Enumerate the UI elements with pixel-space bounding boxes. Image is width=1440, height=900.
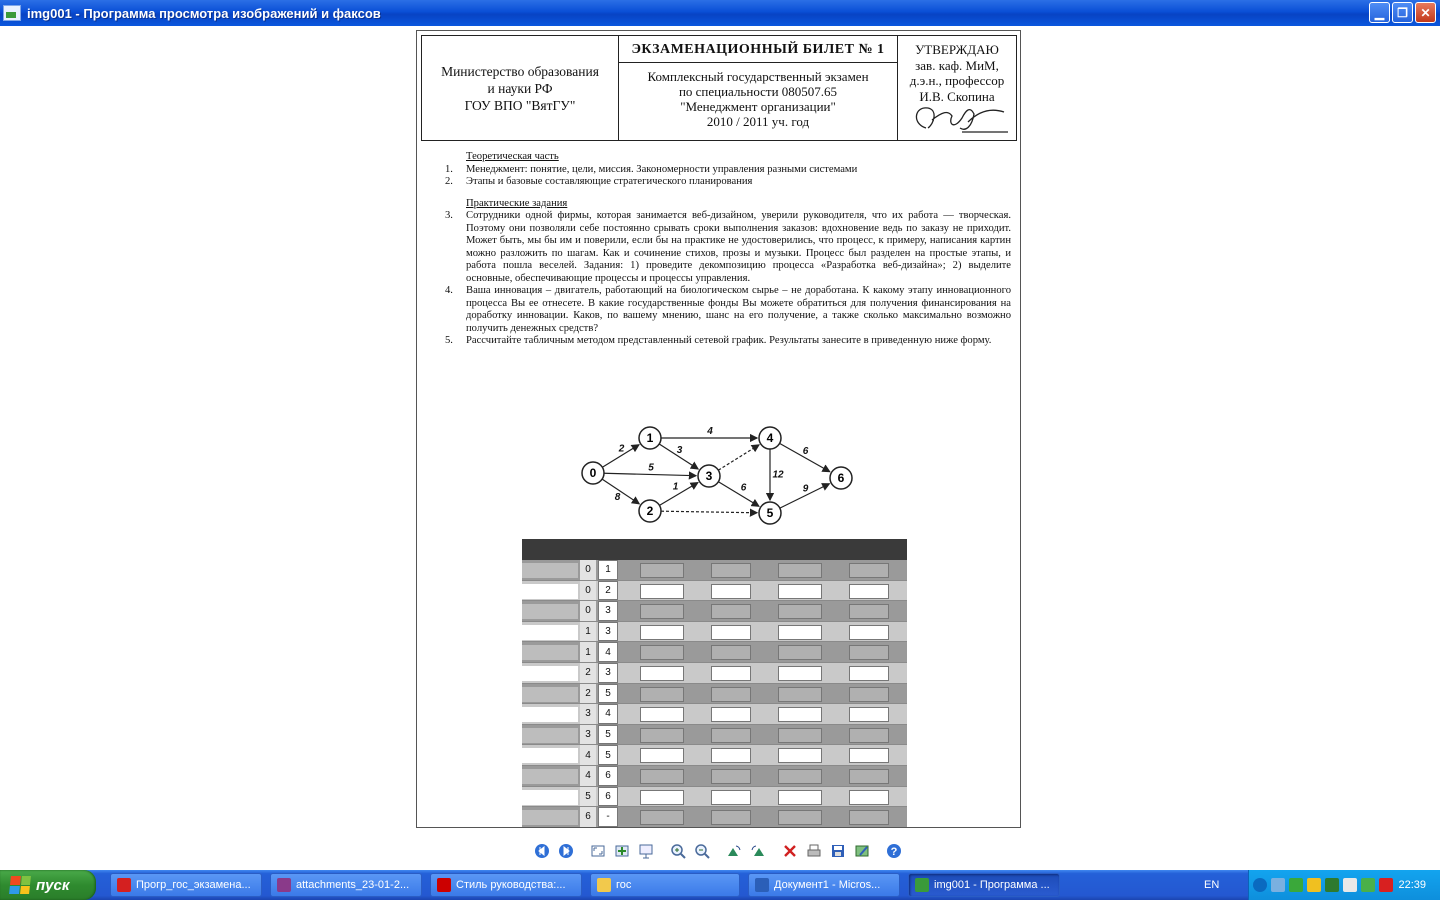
task-label: Документ1 - Micros... <box>774 879 881 891</box>
slideshow-button[interactable] <box>635 840 657 862</box>
task-label: Прогр_гос_экзамена... <box>136 879 251 891</box>
table-cell-empty <box>711 584 751 599</box>
table-row <box>522 663 907 684</box>
university-line: ГОУ ВПО "ВятГУ" <box>464 97 576 113</box>
ministry-line: Министерство образования <box>441 63 599 79</box>
cell-j: 1 <box>598 560 618 580</box>
network-icon[interactable] <box>1271 878 1285 892</box>
taskbar-task[interactable] <box>110 873 262 897</box>
ticket-body <box>445 151 1011 348</box>
table-row <box>522 807 907 828</box>
rotate-clockwise-icon <box>726 843 742 859</box>
table-cell-empty <box>849 584 889 599</box>
table-row <box>522 601 907 622</box>
save-icon <box>830 843 846 859</box>
table-cell-empty <box>849 563 889 578</box>
ministry-cell <box>422 36 619 140</box>
rotate-counterclockwise-icon <box>750 843 766 859</box>
item-number: 3. <box>445 210 453 221</box>
item-text: Менеджмент: понятие, цели, миссия. Закономерности управления разными системами <box>466 163 858 175</box>
table-cell-empty <box>711 687 751 702</box>
cell-j: 2 <box>598 581 618 601</box>
ministry-line: и науки РФ <box>487 80 553 96</box>
table-cell-empty <box>849 769 889 784</box>
exam-line: по специальности 080507.65 <box>678 84 838 99</box>
clock[interactable]: 22:39 <box>1398 879 1426 891</box>
table-cell-empty <box>778 728 822 743</box>
save-button[interactable] <box>827 840 849 862</box>
item-number: 2. <box>445 176 453 187</box>
cell-i: 3 <box>580 725 596 745</box>
exam-cell <box>619 36 898 140</box>
table-cell-empty <box>640 748 684 763</box>
item-text: Рассчитайте табличным методом представленный сетевой график. Результаты занесите в приведенную ниже форму. <box>466 335 992 346</box>
best-fit-icon <box>590 843 606 859</box>
table-cell-empty <box>778 790 822 805</box>
window-title-bar[interactable] <box>0 0 1440 26</box>
edge-label: 2 <box>618 443 625 455</box>
cell-i: 4 <box>580 766 596 786</box>
cell-j: 6 <box>598 766 618 786</box>
edge-label: 12 <box>772 469 784 481</box>
image-viewport[interactable] <box>0 26 1440 870</box>
theory-title: Теоретическая часть <box>466 151 559 162</box>
list-item <box>445 285 1011 335</box>
node-label: 1 <box>646 431 654 445</box>
warning-icon[interactable] <box>1307 878 1321 892</box>
zoom-out-icon <box>694 843 710 859</box>
actual-size-button[interactable] <box>611 840 633 862</box>
image-viewer-icon <box>3 5 21 21</box>
table-cell-empty <box>849 728 889 743</box>
table-cell-empty <box>778 769 822 784</box>
graph-edge <box>718 482 758 507</box>
node-label: 0 <box>589 466 597 480</box>
table-cell-empty <box>711 728 751 743</box>
task-app-icon <box>755 878 769 892</box>
table-cell-empty <box>778 563 822 578</box>
table-cell-empty <box>778 707 822 722</box>
table-cell-empty <box>849 707 889 722</box>
task-app-icon <box>915 878 929 892</box>
table-row <box>522 581 907 602</box>
table-cell-empty <box>711 769 751 784</box>
table-cell-empty <box>711 810 751 825</box>
list-item <box>445 176 1011 189</box>
cell-i: 1 <box>580 642 596 662</box>
item-text: Этапы и базовые составляющие стратегического планирования <box>466 176 753 187</box>
table-cell-empty <box>640 810 684 825</box>
node-label: 2 <box>646 504 654 518</box>
exam-line: "Менеджмент организации" <box>680 99 836 114</box>
node-label: 5 <box>766 506 774 520</box>
edge-label: 6 <box>740 482 747 494</box>
signature-icon <box>908 98 1018 140</box>
cell-j: 3 <box>598 622 618 642</box>
node-label: 4 <box>766 431 774 445</box>
table-cell-empty <box>778 625 822 640</box>
zoom-out-button[interactable] <box>691 840 713 862</box>
delete-button[interactable] <box>779 840 801 862</box>
cell-j: 5 <box>598 725 618 745</box>
scanned-document <box>416 30 1021 828</box>
table-cell-empty <box>849 687 889 702</box>
table-cell-empty <box>640 790 684 805</box>
table-cell-empty <box>849 666 889 681</box>
table-cell-empty <box>849 645 889 660</box>
table-cell-empty <box>640 645 684 660</box>
next-image-button[interactable] <box>555 840 577 862</box>
taskbar <box>0 870 1440 900</box>
table-cell-empty <box>640 728 684 743</box>
table-cell-empty <box>711 748 751 763</box>
list-item <box>445 210 1011 285</box>
prev-image-icon <box>534 843 550 859</box>
rotate-counterclockwise-button[interactable] <box>747 840 769 862</box>
table-row <box>522 622 907 643</box>
item-text: Сотрудники одной фирмы, которая занимается веб-дизайном, уверили руководителя, что их работа — творческая. Поэтому они позволяли себе постоянно срывать сроки выполнения заказов: вдохновение ведь по заказу не приходит. Может быть, мы бы им и поверили, если бы на практике не удостоверились, что процесс, к примеру, написания картин можно разложить по шагам. Как и сочинение стихов, прозы и музыки. Процесс был разделен на простые этапы, и работа пошла веселей. Задания: 1) проведите декомпозицию процесса «Разработка веб-дизайна»; 2) выделите основные, обеспечивающие процессы и процессы управления. <box>466 210 1011 284</box>
item-number: 4. <box>445 285 453 296</box>
windows-flag-icon <box>9 876 31 894</box>
print-icon <box>806 843 822 859</box>
cell-i: 0 <box>580 601 596 621</box>
cell-j: 6 <box>598 787 618 807</box>
table-cell-empty <box>778 645 822 660</box>
table-cell-empty <box>778 604 822 619</box>
node-label: 3 <box>705 469 713 483</box>
table-cell-empty <box>778 584 822 599</box>
item-text: Ваша инновация – двигатель, работающий на биологическом сырье – не доработана. К какому этапу инновационного процесса Вы ее отнесете. В какие государственные фонды Вы можете обратиться для получения финансирования на доработку инновации. Каков, по вашему мнению, шанс на его получение, а также сколько максимально возможно получить денежных средств? <box>466 285 1011 334</box>
graph-edge <box>718 445 759 470</box>
approval-line: д.э.н., профессор <box>909 73 1005 88</box>
list-item <box>445 164 1011 177</box>
table-cell-empty <box>640 563 684 578</box>
cell-i: 2 <box>580 684 596 704</box>
table-row <box>522 787 907 808</box>
task-app-icon <box>437 878 451 892</box>
task-app-icon <box>117 878 131 892</box>
start-button[interactable] <box>0 870 96 900</box>
list-item <box>445 335 1011 348</box>
ticket-title: ЭКЗАМЕНАЦИОННЫЙ БИЛЕТ № 1 <box>619 36 897 63</box>
edge-label: 6 <box>802 446 809 457</box>
cell-j: 3 <box>598 663 618 683</box>
task-label: Стиль руководства:... <box>456 879 566 891</box>
node-label: 6 <box>837 471 845 485</box>
edge-label: 5 <box>648 462 654 474</box>
close-icon: ✕ <box>1420 5 1431 20</box>
zoom-in-icon <box>670 843 686 859</box>
table-cell-empty <box>711 604 751 619</box>
edge-label: 4 <box>707 426 713 437</box>
delete-icon <box>782 843 798 859</box>
graph-edge <box>661 511 757 513</box>
task-label: attachments_23-01-2... <box>296 879 410 891</box>
edge-label: 1 <box>672 481 679 493</box>
table-header <box>522 539 907 560</box>
restore-icon: ❐ <box>1397 5 1408 20</box>
print-button[interactable] <box>803 840 825 862</box>
table-row <box>522 560 907 581</box>
close-button[interactable] <box>1415 2 1436 23</box>
table-cell-empty <box>640 625 684 640</box>
practice-title: Практические задания <box>466 197 568 209</box>
table-cell-empty <box>849 604 889 619</box>
table-cell-empty <box>849 625 889 640</box>
cell-j: 4 <box>598 704 618 724</box>
table-row <box>522 766 907 787</box>
cell-i: 0 <box>580 560 596 580</box>
cell-j: 3 <box>598 601 618 621</box>
table-cell-empty <box>640 666 684 681</box>
item-number: 1. <box>445 163 453 175</box>
table-cell-empty <box>711 563 751 578</box>
table-cell-empty <box>711 790 751 805</box>
maximize-button[interactable] <box>1392 2 1413 23</box>
edit-icon <box>854 843 870 859</box>
help-icon <box>886 843 902 859</box>
cell-j: 5 <box>598 745 618 765</box>
zoom-in-button[interactable] <box>667 840 689 862</box>
cell-i: 6 <box>580 807 596 827</box>
table-cell-empty <box>778 687 822 702</box>
system-tray <box>1248 870 1440 900</box>
taskbar-task[interactable] <box>908 873 1060 897</box>
table-cell-empty <box>711 645 751 660</box>
approval-cell <box>898 36 1016 140</box>
cell-i: 0 <box>580 581 596 601</box>
graph-edge <box>604 473 696 475</box>
task-app-icon <box>597 878 611 892</box>
table-row <box>522 745 907 766</box>
results-table <box>522 539 907 827</box>
cell-i: 5 <box>580 787 596 807</box>
table-cell-empty <box>640 687 684 702</box>
edge-label: 9 <box>802 483 809 495</box>
graph-edge <box>659 483 697 506</box>
table-cell-empty <box>849 810 889 825</box>
table-cell-empty <box>711 666 751 681</box>
help-button[interactable] <box>883 840 905 862</box>
table-row <box>522 684 907 705</box>
approval-line: зав. каф. МиМ, <box>915 57 999 73</box>
table-row <box>522 642 907 663</box>
cell-i: 4 <box>580 745 596 765</box>
table-cell-empty <box>640 769 684 784</box>
cell-i: 2 <box>580 663 596 683</box>
app-tray-icon[interactable] <box>1379 878 1393 892</box>
actual-size-icon <box>614 843 630 859</box>
table-cell-empty <box>849 790 889 805</box>
table-row <box>522 704 907 725</box>
next-image-icon <box>558 843 574 859</box>
table-cell-empty <box>849 748 889 763</box>
approval-line: УТВЕРЖДАЮ <box>915 42 999 57</box>
taskbar-task[interactable] <box>270 873 422 897</box>
task-label: гос <box>616 879 632 891</box>
table-cell-empty <box>711 625 751 640</box>
tray-expand-icon[interactable] <box>1253 878 1267 892</box>
shield-icon[interactable] <box>1361 878 1375 892</box>
exam-line: Комплексный государственный экзамен <box>647 69 869 84</box>
task-label: img001 - Программа ... <box>934 879 1050 891</box>
cell-i: 1 <box>580 622 596 642</box>
viewer-toolbar <box>530 839 906 863</box>
graph-edge <box>602 479 639 504</box>
svg-text:?: ? <box>890 846 898 858</box>
item-number: 5. <box>445 335 453 346</box>
download-icon[interactable] <box>1289 878 1303 892</box>
network-graph <box>567 421 867 531</box>
table-cell-empty <box>640 707 684 722</box>
table-cell-empty <box>640 584 684 599</box>
taskbar-task[interactable] <box>430 873 582 897</box>
prev-image-button[interactable] <box>531 840 553 862</box>
start-label: пуск <box>36 876 70 894</box>
cell-j: 5 <box>598 684 618 704</box>
rotate-clockwise-button[interactable] <box>723 840 745 862</box>
exam-year: 2010 / 2011 уч. год <box>706 114 810 129</box>
edit-button[interactable] <box>851 840 873 862</box>
task-app-icon <box>277 878 291 892</box>
approver-name: И.В. Скопина <box>919 88 995 104</box>
cell-i: 3 <box>580 704 596 724</box>
edge-label: 3 <box>676 445 683 456</box>
table-cell-empty <box>640 604 684 619</box>
slideshow-icon <box>638 843 654 859</box>
cell-j: 4 <box>598 642 618 662</box>
minimize-icon: ▁ <box>1374 5 1385 20</box>
edge-label: 8 <box>614 492 621 503</box>
language-indicator[interactable]: EN <box>1204 879 1220 891</box>
security-icon[interactable] <box>1325 878 1339 892</box>
taskbar-task[interactable] <box>590 873 740 897</box>
table-cell-empty <box>778 666 822 681</box>
table-cell-empty <box>711 707 751 722</box>
cell-j: - <box>598 807 618 827</box>
window-title: img001 - Программа просмотра изображений и факсов <box>27 5 381 21</box>
best-fit-button[interactable] <box>587 840 609 862</box>
taskbar-task[interactable] <box>748 873 900 897</box>
minimize-button[interactable] <box>1369 2 1390 23</box>
table-cell-empty <box>778 810 822 825</box>
table-cell-empty <box>778 748 822 763</box>
ticket-header <box>421 35 1017 141</box>
antivirus-icon[interactable] <box>1343 878 1357 892</box>
table-row <box>522 725 907 746</box>
